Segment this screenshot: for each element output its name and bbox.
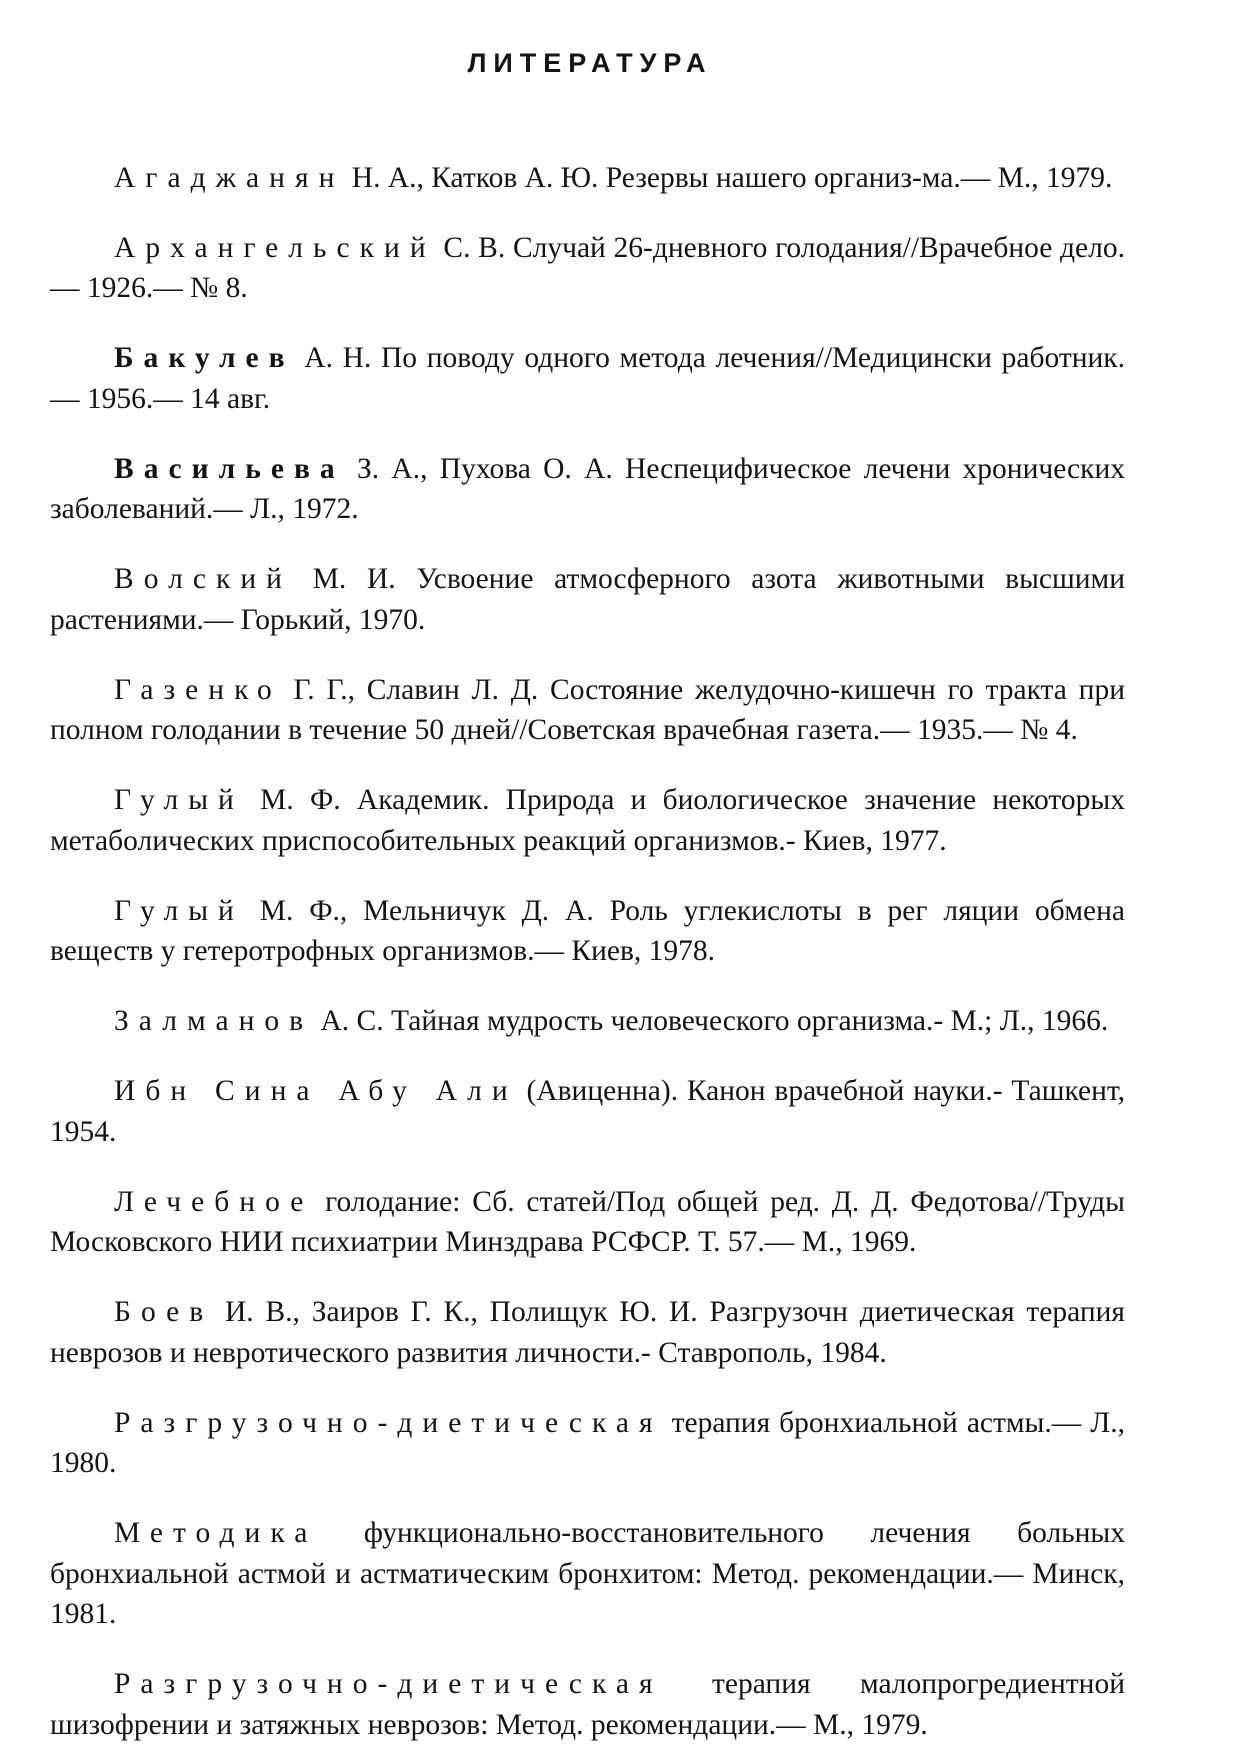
reference-author: Бакулев xyxy=(114,342,295,374)
page-title: ЛИТЕРАТУРА xyxy=(467,48,713,78)
reference-author: Методика xyxy=(114,1517,318,1549)
reference-text: З. А., Пухова О. А. Неспецифическое лечени хронических заболеваний.— Л., 1972. xyxy=(50,452,1125,525)
reference-author: Газенко xyxy=(114,673,282,706)
list-item xyxy=(50,338,1125,419)
reference-author: Залманов xyxy=(114,1005,314,1037)
reference-text: С. В. Случай 26-дневного голодания//Врачебное дело.— 1926.— № 8. xyxy=(50,231,1125,304)
reference-author: Агаджанян xyxy=(114,161,345,194)
list-item xyxy=(50,891,1125,972)
list-item xyxy=(50,1292,1125,1373)
reference-author: Ибн Сина Абу Али xyxy=(114,1075,518,1107)
reference-text: М. Ф. Академик. Природа и биологическое значение некоторых метаболических приспособительных реакций организмов.- Киев, 1977. xyxy=(50,784,1125,857)
reference-text: А. С. Тайная мудрость человеческого организма.- М.; Л., 1966. xyxy=(313,1005,1109,1037)
list-item xyxy=(50,780,1125,861)
reference-text: (Авиценна). Канон врачебной науки.- Ташкент, 1954. xyxy=(50,1075,1125,1148)
reference-author: Разгрузочно-диетическая xyxy=(114,1406,663,1439)
list-item xyxy=(50,158,1125,199)
reference-author: Архангельский xyxy=(114,231,436,264)
reference-author: Лечебное xyxy=(114,1185,314,1218)
list-item xyxy=(50,1071,1125,1152)
reference-author: Васильева xyxy=(114,452,345,485)
reference-text: М. И. Усвоение атмосферного азота животными высшими растениями.— Горький, 1970. xyxy=(50,563,1125,636)
reference-text: голодание: Сб. статей/Под общей ред. Д. Д. Федотова//Труды Московского НИИ психиатрии Минздрава РСФСР. Т. 57.— М., 1969. xyxy=(50,1185,1125,1258)
reference-text: терапия малопрогредиентной шизофрении и затяжных неврозов: Метод. рекомендации.— М., 1979. xyxy=(50,1668,1125,1741)
reference-text: функционально-восстановительного лечения больных бронхиальной астмой и астматическим бронхитом: Метод. рекомендации.— Минск, 1981. xyxy=(50,1517,1125,1630)
list-item xyxy=(50,1182,1125,1263)
list-item xyxy=(50,1513,1125,1635)
reference-text: терапия бронхиальной астмы.— Л., 1980. xyxy=(50,1406,1125,1479)
list-item xyxy=(50,559,1125,640)
list-item xyxy=(50,449,1125,530)
reference-author: Разгрузочно-диетическая xyxy=(114,1668,663,1700)
list-item xyxy=(50,670,1125,751)
reference-author: Боев xyxy=(114,1296,214,1328)
reference-text: М. Ф., Мельничук Д. А. Роль углекислоты в рег ляции обмена веществ у гетеротрофных организмов.— Киев, 1978. xyxy=(50,894,1125,967)
list-item xyxy=(50,1001,1125,1042)
list-item xyxy=(50,228,1125,309)
list-item xyxy=(50,1403,1125,1484)
reference-text: И. В., Заиров Г. К., Полищук Ю. И. Разгрузочн диетическая терапия неврозов и невротического развития личности.- Ставрополь, 1984. xyxy=(50,1296,1125,1369)
reference-list xyxy=(50,128,1125,1747)
reference-text: Г. Г., Славин Л. Д. Состояние желудочно-кишечн го тракта при полном голодании в течение 50 дней//Советская врачебная газета.— 1935.— № 4. xyxy=(50,673,1125,746)
reference-author: Гулый xyxy=(114,894,244,927)
reference-author: Волский xyxy=(114,563,292,595)
list-item xyxy=(50,1664,1125,1745)
reference-author: Гулый xyxy=(114,784,244,816)
reference-text: А. Н. По поводу одного метода лечения//Медицински работник.— 1956.— 14 авг. xyxy=(50,342,1125,415)
reference-text: Н. А., Катков А. Ю. Резервы нашего организ-ма.— М., 1979. xyxy=(344,161,1113,194)
